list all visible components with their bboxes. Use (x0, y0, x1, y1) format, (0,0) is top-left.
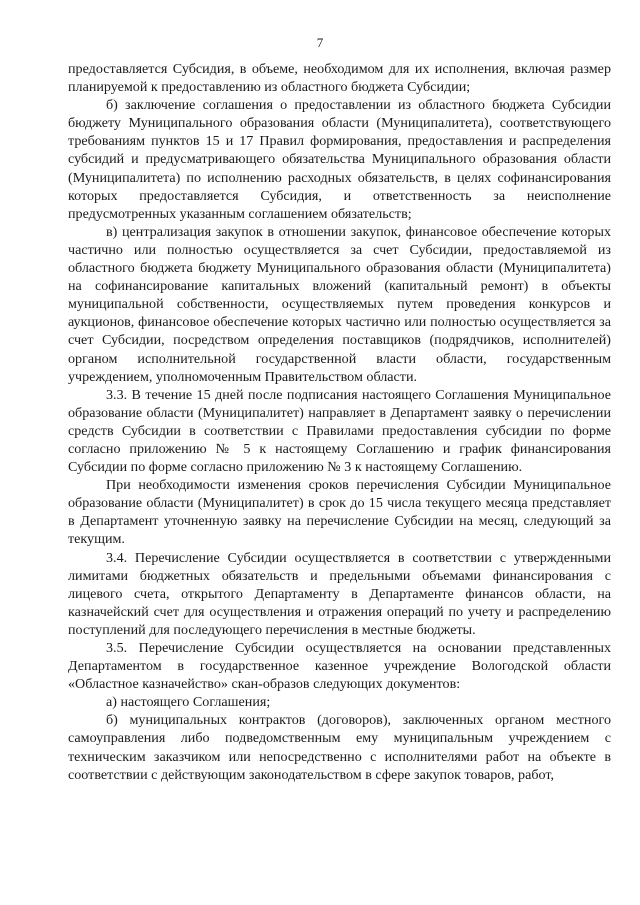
paragraph-continuation: предоставляется Субсидия, в объеме, необходимом для их исполнения, включая размер планируемой к предоставлению из областного бюджета Субсидии; (68, 61, 611, 96)
paragraph-section-3-5: 3.5. Перечисление Субсидии осуществляется на основании представленных Департаментом в государственное казенное учреждение Вологодской области «Областное казначейство» скан-образов следующих документов: (68, 640, 611, 693)
paragraph-section-3-4: 3.4. Перечисление Субсидии осуществляется в соответствии с утвержденными лимитами бюджетных обязательств и предельными объемами финансирования с лицевого счета, открытого Департаменту в Департаменте финансов области, на казначейский счет для осуществления и отражения операций по учету и распределению поступлений для последующего перечисления в местные бюджеты. (68, 549, 611, 638)
document-body (68, 60, 611, 784)
paragraph-item-b-contracts: б) муниципальных контрактов (договоров), заключенных органом местного самоуправления либо подведомственным ему муниципальным учреждением с техническим заказчиком или непосредственно с исполнителями работ на объекте в соответствии с действующим законодательством в сфере закупок товаров, работ, (68, 712, 611, 783)
paragraph-item-a-agreement: а) настоящего Соглашения; (106, 694, 271, 711)
paragraph-schedule-change: При необходимости изменения сроков перечисления Субсидии Муниципальное образование области (Муниципалитет) в срок до 15 числа текущего месяца представляет в Департамент уточненную заявку на перечисление Субсидии на месяц, следующий за текущим. (68, 477, 611, 548)
page-number: 7 (316, 35, 324, 50)
paragraph-item-b-agreement: б) заключение соглашения о предоставлении из областного бюджета Субсидии бюджету Муниципального образования области (Муниципалитета), соответствующего требованиям пунктов 15 и 17 Правил формирования, предоставления и распределения субсидий и предусматривающего обязательства Муниципального образования области (Муниципалитета) по исполнению расходных обязательств, в целях софинансирования которых предоставляется Субсидия, и ответственность за неисполнение предусмотренных указанным соглашением обязательств; (68, 97, 611, 222)
paragraph-section-3-3: 3.3. В течение 15 дней после подписания настоящего Соглашения Муниципальное образование области (Муниципалитет) направляет в Департамент заявку о перечислении средств Субсидии в соответствии с Правилами предоставления субсидии по форме согласно приложению № 5 к настоящему Соглашению и график финансирования Субсидии по форме согласно приложению № 3 к настоящему Соглашению. (68, 386, 611, 476)
paragraph-item-v-procurement: в) централизация закупок в отношении закупок, финансовое обеспечение которых частично или полностью осуществляется за счет Субсидии, предоставляемой из областного бюджета бюджету Муниципального образования области (Муниципалитета) на софинансирование капитальных вложений (капитальный ремонт) в объекты муниципальной собственности, осуществляемых путем проведения конкурсов и аукционов, финансовое обеспечение которых частично или полностью осуществляется за счет Субсидии, посредством определения поставщиков (подрядчиков, исполнителей) органом исполнительной государственной власти области, государственным учреждением, уполномоченным Правительством области. (68, 223, 611, 385)
